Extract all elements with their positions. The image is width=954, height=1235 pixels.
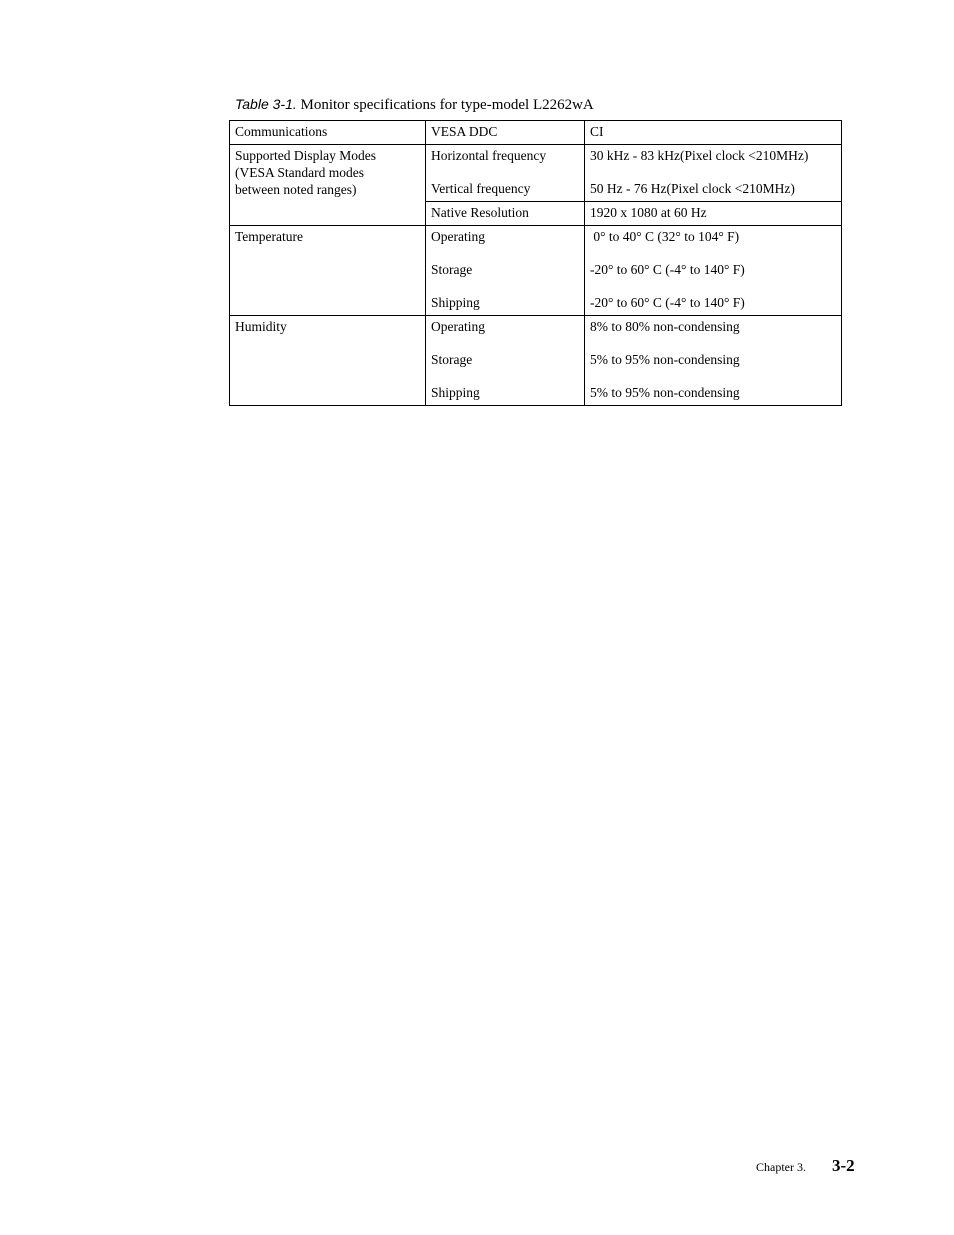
table-caption-label: Table 3-1. [235,96,297,112]
display-modes-line-3: between noted ranges) [235,182,357,197]
table-row [230,145,842,202]
native-resolution-label: Native Resolution [426,202,585,226]
display-modes-line-2: (VESA Standard modes [235,165,364,180]
temperature-storage-label: Storage [431,262,473,277]
native-resolution-value: 1920 x 1080 at 60 Hz [585,202,842,226]
humidity-operating-label: Operating [431,319,485,334]
row-header-temperature: Temperature [230,226,426,316]
temperature-values [585,226,842,316]
table-row [230,121,842,145]
display-modes-line-1: Supported Display Modes [235,148,376,163]
communications-value: CI [585,121,842,145]
table-caption [235,95,594,114]
table-row [230,226,842,316]
temperature-storage-value: -20° to 60° C (-4° to 140° F) [590,262,745,277]
humidity-shipping-label: Shipping [431,385,480,400]
humidity-shipping-value: 5% to 95% non-condensing [590,385,740,400]
temperature-shipping-value: -20° to 60° C (-4° to 140° F) [590,295,745,310]
humidity-storage-value: 5% to 95% non-condensing [590,352,740,367]
humidity-labels [426,316,585,406]
temperature-operating-value: 0° to 40° C (32° to 104° F) [590,229,740,244]
humidity-values [585,316,842,406]
table-row [230,316,842,406]
horizontal-frequency-label: Horizontal frequency [431,148,547,163]
row-header-communications: Communications [230,121,426,145]
vertical-frequency-value: 50 Hz - 76 Hz(Pixel clock <210MHz) [590,181,795,196]
humidity-operating-value: 8% to 80% non-condensing [590,319,740,334]
humidity-storage-label: Storage [431,352,473,367]
chapter-label: Chapter 3. [756,1160,806,1174]
vertical-frequency-label: Vertical frequency [431,181,531,196]
horizontal-frequency-value: 30 kHz - 83 kHz(Pixel clock <210MHz) [590,148,809,163]
monitor-spec-table [229,120,842,406]
temperature-shipping-label: Shipping [431,295,480,310]
page-number: 3-2 [832,1156,855,1175]
row-header-humidity: Humidity [230,316,426,406]
frequency-values [585,145,842,202]
page-footer [756,1156,855,1176]
table-caption-text: Monitor specifications for type-model L2262wA [296,97,594,113]
frequency-labels [426,145,585,202]
temperature-labels [426,226,585,316]
row-header-display-modes [230,145,426,226]
communications-standard: VESA DDC [426,121,585,145]
temperature-operating-label: Operating [431,229,485,244]
